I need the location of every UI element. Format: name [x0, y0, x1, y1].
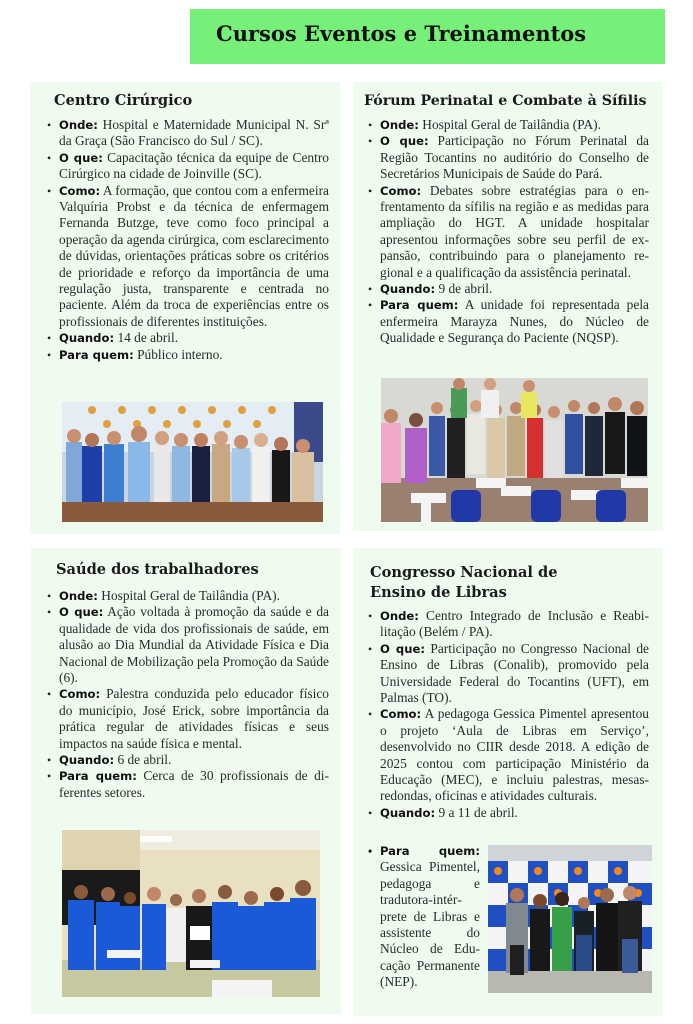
list-item-quando [368, 805, 649, 821]
item-label: Como: [59, 687, 101, 702]
item-text: 9 de abril. [435, 281, 493, 297]
list-item-quando [47, 752, 329, 768]
item-label: Para quem: [59, 769, 137, 784]
list-item-o-que [47, 150, 329, 183]
item-label: Onde: [380, 118, 419, 132]
list-item-onde [47, 117, 329, 150]
card-saude-trabalhadores [31, 548, 341, 1014]
card-title-line1: Congresso Nacional de [370, 564, 558, 581]
item-label: Onde: [59, 118, 98, 132]
section-header [190, 9, 665, 64]
card-centro-cirurgico [30, 82, 340, 534]
card-congresso-libras [353, 548, 663, 1016]
item-text: A formação, que contou com a enfermeira Valquíria Probst e da técnica de enfermagem Fernanda Butzge, teve como foco principal a operação da agenda cirúrgica, com esclarecimento de dúvidas, orientações práticas sobre os critérios de prioridade e reforço da importância de uma regulação justa, transparente e centrada no paciente. Além da troca de experiências entre os profissionais de diferentes instituições. [59, 182, 329, 329]
item-text: Centro Integrado de Inclusão e Reabilitação (Belém / PA). [380, 608, 649, 640]
list-item-para-quem [47, 347, 329, 363]
item-text: 9 a 11 de abril. [435, 804, 518, 820]
info-list [368, 117, 649, 347]
list-item-como [47, 183, 329, 331]
item-label: Para quem: [380, 298, 459, 313]
group-photo [62, 402, 323, 522]
list-item-o-que [368, 133, 649, 182]
card-title [370, 563, 558, 603]
item-label: Quando: [380, 282, 436, 297]
info-list [47, 588, 329, 801]
list-item-onde [368, 608, 649, 641]
item-text: Hospital e Maternidade Municipal N. Srª da Graça (São Francisco do Sul / SC). [59, 117, 329, 149]
item-label: Quando: [59, 331, 115, 346]
list-item-onde [368, 117, 649, 133]
item-text: Ação voltada à promoção da saúde e da qualidade de vida dos profissionais de saúde, em alusão ao Dia Mundial da Atividade Física e Dia Nacional de Mobilização pela Promoção da Saúde (6). [59, 604, 329, 686]
item-text: Hospital Geral de Tailândia (PA). [418, 117, 601, 132]
list-item-para-quem [368, 843, 480, 991]
card-title: Saúde dos trabalhadores [56, 561, 259, 578]
item-text: A unidade foi representada pela enfermeira Marayza Nunes, do Núcleo de Qualidade e Segurança do Paciente (NQSP). [380, 297, 649, 346]
item-text: 6 de abril. [114, 752, 172, 768]
item-label: Quando: [59, 753, 115, 768]
item-label [368, 843, 480, 859]
item-label: O que: [59, 150, 103, 165]
item-label: Quando: [380, 805, 436, 820]
item-label: O que: [59, 605, 104, 620]
card-title: Centro Cirúrgico [54, 92, 193, 109]
item-label-word: quem: [438, 844, 480, 858]
item-text: Palestra conduzida pelo educador físico do município, José Erick, sobre importância da prática regular de atividades físicas e seus impactos na saúde física e mental. [59, 686, 329, 751]
list-item-como [47, 686, 329, 752]
item-label-word: • Para [380, 844, 410, 858]
card-forum-perinatal [353, 82, 663, 531]
group-photo [62, 830, 320, 997]
item-text: A pedagoga Gessica Pimentel apresentou o projeto ‘Aula de Libras em Serviço’, desenvolvido no CIIR desde 2018. A edição de 2025 contou com participação Ministério da Educação (MEC), e incluiu palestras, mesas-redondas, oficinas e atividades culturais. [380, 706, 649, 804]
item-label: Como: [380, 707, 422, 722]
item-text: Participação no Congresso Nacional de Ensino de Libras (Conalib), promovido pela Universidade Federal do Tocantins (UFT), em Palmas (TO). [380, 640, 649, 706]
list-item-onde [47, 588, 329, 604]
card-title: Fórum Perinatal e Combate à Sífilis [364, 93, 647, 109]
list-item-como [368, 706, 649, 804]
item-label: Como: [59, 183, 101, 198]
item-text: Público interno. [133, 346, 223, 362]
item-text: Gessica Pimentel, pedagoga e tradutora-intérprete de Libras e assistente do Núcleo de Educação Permanente (NEP). [380, 859, 480, 990]
card-title-line2: Ensino de Libras [370, 584, 507, 601]
list-item-para-quem [368, 297, 649, 346]
item-label: Onde: [59, 589, 98, 603]
item-label: Onde: [380, 609, 419, 623]
item-label: O que: [380, 641, 425, 656]
item-text: Hospital Geral de Tailândia (PA). [97, 588, 280, 603]
item-text: Cerca de 30 profissionais de diferentes setores. [59, 768, 329, 800]
item-text: Capacitação técnica da equipe de Centro Cirúrgico na cidade de Joinville (SC). [59, 149, 329, 182]
item-label: Para quem: [59, 347, 134, 362]
info-list [368, 608, 649, 821]
list-item-para-quem [47, 768, 329, 801]
item-text: Participação no Fórum Perinatal da Região Tocantins no auditório do Conselho de Secretários Municipais de Saúde do Pará. [380, 133, 649, 182]
section-title: Cursos Eventos e Treinamentos [216, 21, 587, 46]
item-text: Debates sobre estratégias para o enfrentamento da sífilis na região e as medidas para ampliação do HGT. A unidade hospitalar apresentou informações sobre seu perfil de expansão, contribuindo para o planejamento regional e a qualificação da assistência perinatal. [380, 182, 649, 280]
group-photo [381, 378, 648, 522]
info-list [47, 117, 329, 363]
list-item-quando [47, 330, 329, 346]
list-item-como [368, 183, 649, 281]
group-photo [488, 845, 652, 993]
item-label: Como: [380, 183, 422, 198]
list-item-quando [368, 281, 649, 297]
item-text: 14 de abril. [114, 330, 179, 346]
item-label: O que: [380, 134, 429, 149]
list-item-o-que [47, 604, 329, 686]
list-item-o-que [368, 641, 649, 707]
